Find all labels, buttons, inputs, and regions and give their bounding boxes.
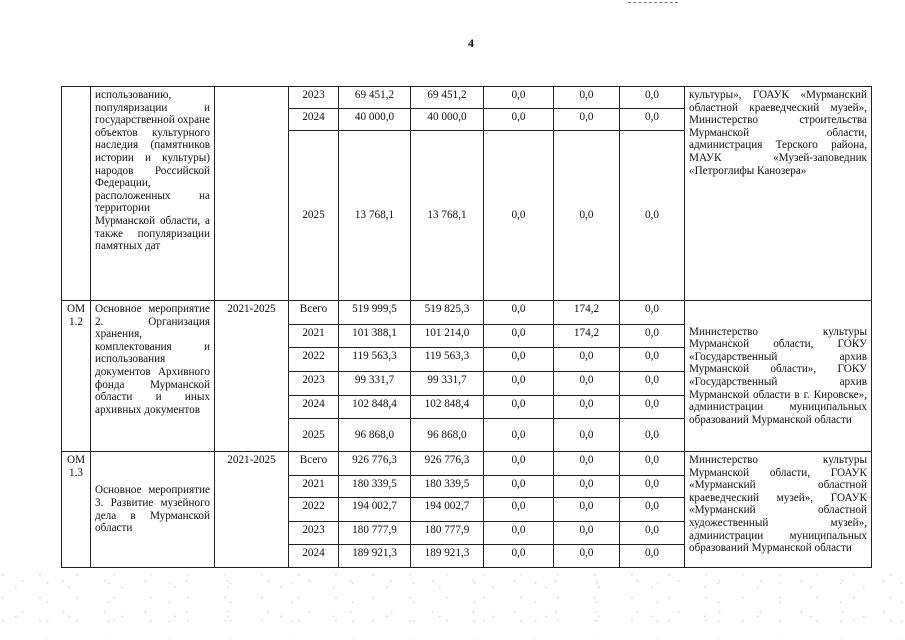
amount-cell: 0,0 bbox=[484, 87, 554, 109]
amount-cell: 0,0 bbox=[484, 109, 554, 131]
total-cell: 189 921,3 bbox=[339, 545, 411, 568]
total-cell: 180 339,5 bbox=[339, 476, 411, 498]
amount-cell: 0,0 bbox=[484, 452, 554, 476]
amount-cell: 40 000,0 bbox=[411, 109, 484, 131]
year-cell: Всего bbox=[289, 452, 339, 476]
amount-cell: 119 563,3 bbox=[411, 348, 484, 372]
responsible-executors: Министерство культуры Мурманской области, ГОКУ «Государственный архив Мурманской области», ГОКУ «Государственный архив Мурманской области в г. Кировске», администрации муниципальных образований Мурманской области bbox=[685, 301, 872, 452]
amount-cell: 0,0 bbox=[554, 476, 620, 498]
amount-cell: 0,0 bbox=[620, 348, 685, 372]
amount-cell: 0,0 bbox=[554, 498, 620, 522]
amount-cell: 0,0 bbox=[484, 325, 554, 348]
amount-cell: 96 868,0 bbox=[411, 419, 484, 452]
amount-cell: 0,0 bbox=[554, 131, 620, 301]
amount-cell: 0,0 bbox=[620, 498, 685, 522]
event-code bbox=[62, 87, 91, 301]
year-cell: 2023 bbox=[289, 87, 339, 109]
amount-cell: 0,0 bbox=[620, 131, 685, 301]
amount-cell: 0,0 bbox=[484, 522, 554, 545]
event-period: 2021-2025 bbox=[215, 452, 289, 568]
table-row bbox=[62, 301, 872, 325]
table-row bbox=[62, 452, 872, 476]
total-cell: 101 388,1 bbox=[339, 325, 411, 348]
amount-cell: 0,0 bbox=[484, 545, 554, 568]
amount-cell: 189 921,3 bbox=[411, 545, 484, 568]
scan-speckle bbox=[0, 570, 905, 640]
amount-cell: 0,0 bbox=[554, 452, 620, 476]
amount-cell: 0,0 bbox=[620, 419, 685, 452]
amount-cell: 194 002,7 bbox=[411, 498, 484, 522]
year-cell: 2025 bbox=[289, 131, 339, 301]
amount-cell: 0,0 bbox=[620, 109, 685, 131]
responsible-executors: культуры», ГОАУК «Мурманский областной краеведческий музей», Министерство строительства Мурманской области, администрация Терского района, МАУК «Музей-заповедник «Петроглифы Канозера» bbox=[685, 87, 872, 301]
amount-cell: 0,0 bbox=[554, 87, 620, 109]
year-cell: Всего bbox=[289, 301, 339, 325]
amount-cell: 0,0 bbox=[484, 419, 554, 452]
amount-cell: 0,0 bbox=[620, 372, 685, 396]
year-cell: 2024 bbox=[289, 545, 339, 568]
total-cell: 69 451,2 bbox=[339, 87, 411, 109]
year-cell: 2021 bbox=[289, 325, 339, 348]
amount-cell: 180 777,9 bbox=[411, 522, 484, 545]
amount-cell: 0,0 bbox=[620, 396, 685, 419]
amount-cell: 0,0 bbox=[620, 301, 685, 325]
amount-cell: 926 776,3 bbox=[411, 452, 484, 476]
event-code: ОМ 1.2 bbox=[62, 301, 91, 452]
amount-cell: 0,0 bbox=[554, 109, 620, 131]
total-cell: 102 848,4 bbox=[339, 396, 411, 419]
page-number: 4 bbox=[468, 36, 474, 50]
amount-cell: 519 825,3 bbox=[411, 301, 484, 325]
amount-cell: 13 768,1 bbox=[411, 131, 484, 301]
total-cell: 926 776,3 bbox=[339, 452, 411, 476]
amount-cell: 0,0 bbox=[620, 476, 685, 498]
amount-cell: 0,0 bbox=[554, 419, 620, 452]
table-row bbox=[62, 87, 872, 109]
amount-cell: 0,0 bbox=[620, 522, 685, 545]
amount-cell: 0,0 bbox=[484, 131, 554, 301]
amount-cell: 0,0 bbox=[484, 476, 554, 498]
total-cell: 13 768,1 bbox=[339, 131, 411, 301]
amount-cell: 0,0 bbox=[554, 522, 620, 545]
event-name: использованию, популяризации и государственной охране объектов культурного наследия (памятников истории и культуры) народов Российской Федерации, расположенных на территории Мурманской области, а также популяризации памятных дат bbox=[91, 87, 215, 301]
year-cell: 2025 bbox=[289, 419, 339, 452]
amount-cell: 0,0 bbox=[554, 348, 620, 372]
amount-cell: 0,0 bbox=[620, 545, 685, 568]
year-cell: 2021 bbox=[289, 476, 339, 498]
event-name: Основное мероприятие 3. Развитие музейного дела в Мурманской области bbox=[91, 452, 215, 568]
year-cell: 2023 bbox=[289, 522, 339, 545]
funding-table bbox=[61, 86, 872, 568]
total-cell: 40 000,0 bbox=[339, 109, 411, 131]
event-period: 2021-2025 bbox=[215, 301, 289, 452]
amount-cell: 0,0 bbox=[484, 372, 554, 396]
amount-cell: 174,2 bbox=[554, 325, 620, 348]
amount-cell: 0,0 bbox=[484, 498, 554, 522]
year-cell: 2022 bbox=[289, 498, 339, 522]
responsible-executors: Министерство культуры Мурманской области, ГОАУК «Мурманский областной краеведческий музей», ГОАУК «Мурманский областной художественный музей», администрации муниципальных образований Мурманской области bbox=[685, 452, 872, 568]
total-cell: 519 999,5 bbox=[339, 301, 411, 325]
amount-cell: 102 848,4 bbox=[411, 396, 484, 419]
amount-cell: 0,0 bbox=[620, 452, 685, 476]
event-period bbox=[215, 87, 289, 301]
amount-cell: 0,0 bbox=[554, 372, 620, 396]
amount-cell: 0,0 bbox=[554, 545, 620, 568]
amount-cell: 174,2 bbox=[554, 301, 620, 325]
year-cell: 2024 bbox=[289, 396, 339, 419]
amount-cell: 0,0 bbox=[484, 348, 554, 372]
amount-cell: 180 339,5 bbox=[411, 476, 484, 498]
event-code: ОМ 1.3 bbox=[62, 452, 91, 568]
amount-cell: 0,0 bbox=[484, 396, 554, 419]
amount-cell: 0,0 bbox=[620, 325, 685, 348]
year-cell: 2024 bbox=[289, 109, 339, 131]
amount-cell: 0,0 bbox=[484, 301, 554, 325]
amount-cell: 101 214,0 bbox=[411, 325, 484, 348]
amount-cell: 0,0 bbox=[620, 87, 685, 109]
event-name: Основное мероприятие 2. Организация хранения, комплектования и использования документов Архивного фонда Мурманской области и иных архивных документов bbox=[91, 301, 215, 452]
total-cell: 194 002,7 bbox=[339, 498, 411, 522]
amount-cell: 99 331,7 bbox=[411, 372, 484, 396]
total-cell: 180 777,9 bbox=[339, 522, 411, 545]
total-cell: 119 563,3 bbox=[339, 348, 411, 372]
amount-cell: 0,0 bbox=[554, 396, 620, 419]
scan-mark bbox=[628, 2, 678, 5]
total-cell: 96 868,0 bbox=[339, 419, 411, 452]
amount-cell: 69 451,2 bbox=[411, 87, 484, 109]
year-cell: 2022 bbox=[289, 348, 339, 372]
year-cell: 2023 bbox=[289, 372, 339, 396]
total-cell: 99 331,7 bbox=[339, 372, 411, 396]
